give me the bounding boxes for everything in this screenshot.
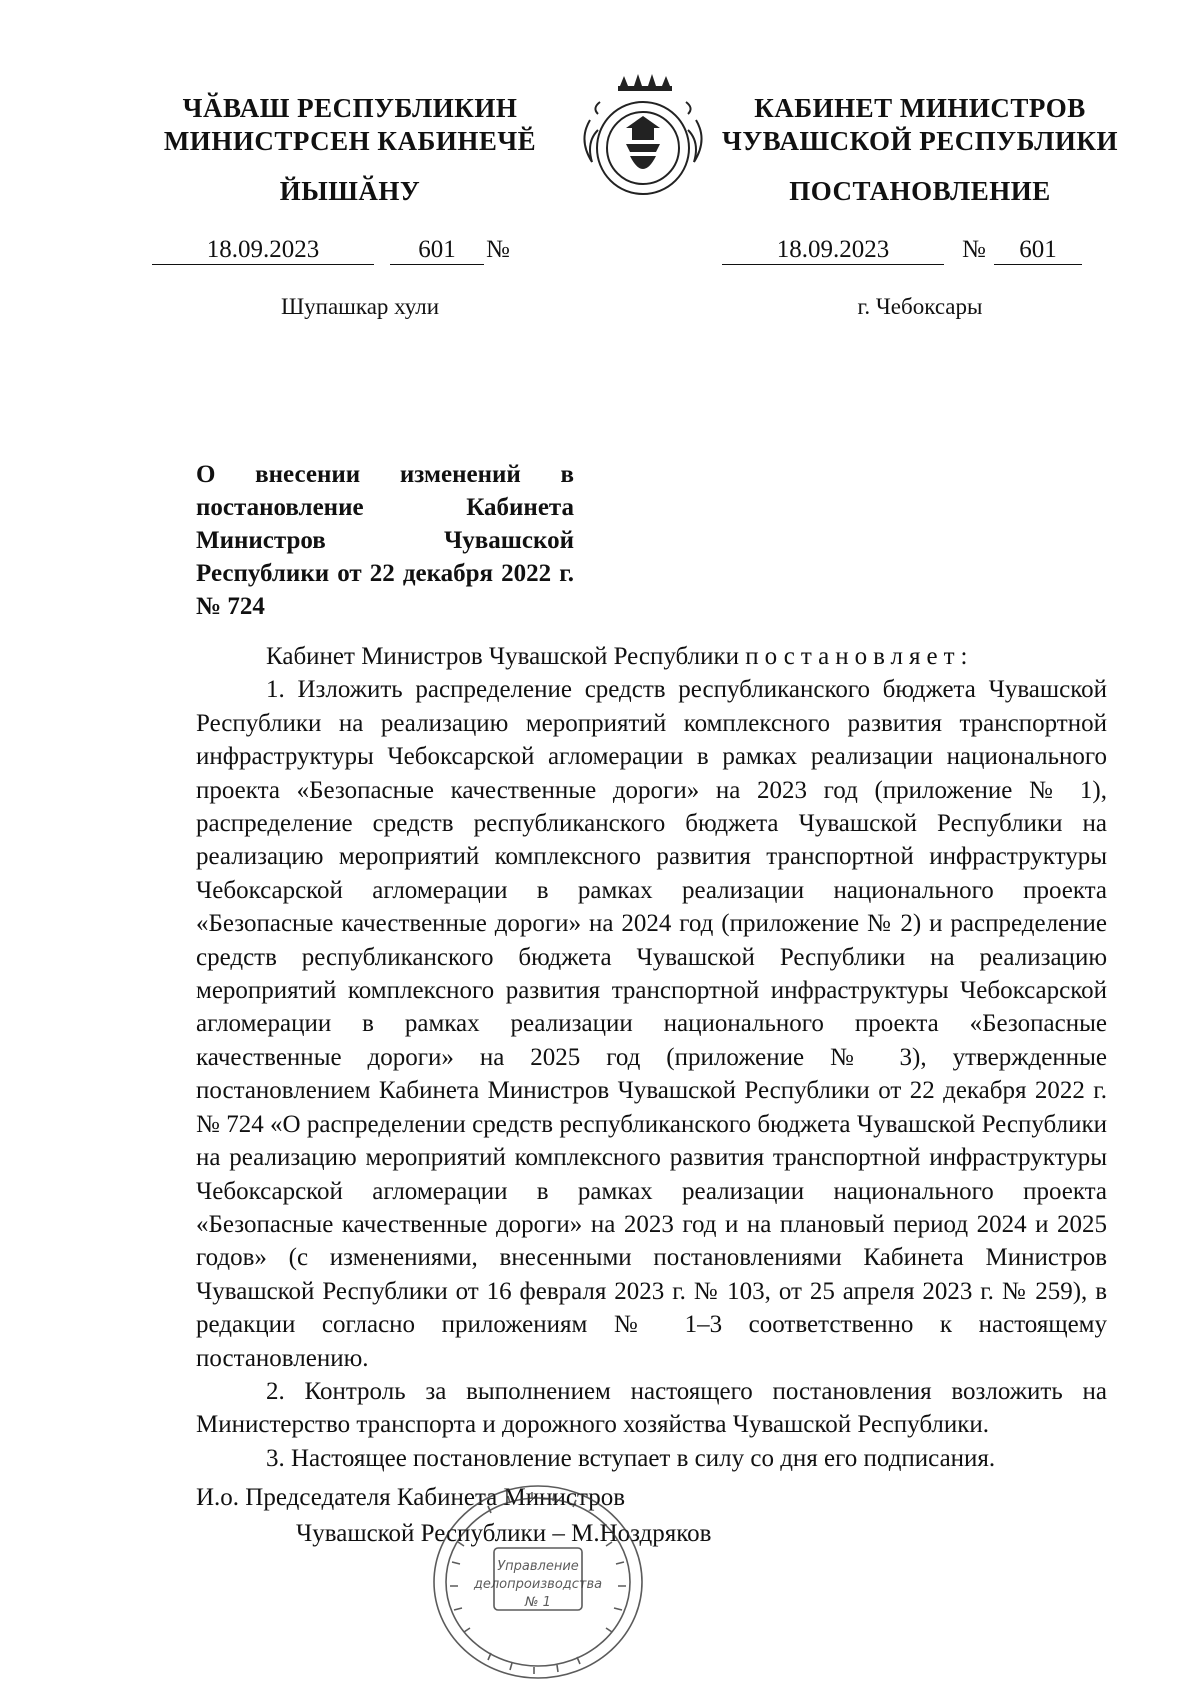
stamp-center-line1: Управление xyxy=(497,1559,579,1574)
reg-left-number: 601 xyxy=(390,236,484,265)
reg-right-no-sign: № xyxy=(962,236,986,263)
header-right-line2: ЧУВАШСКОЙ РЕСПУБЛИКИ xyxy=(722,126,1118,156)
stamp-center-line2: делопроизводства xyxy=(473,1577,603,1592)
paragraph-3: 3. Настоящее постановление вступает в силу со дня его подписания. xyxy=(266,1444,996,1472)
header-right-line1: КАБИНЕТ МИНИСТРОВ xyxy=(754,93,1086,123)
doc-type-russian: ПОСТАНОВЛЕНИЕ xyxy=(789,176,1051,206)
signature-line2: Чувашской Республики – М.Ноздряков xyxy=(296,1520,712,1547)
reg-left-date: 18.09.2023 xyxy=(152,236,374,265)
chuvash-republic-emblem-icon xyxy=(568,70,718,200)
doc-type-chuvash: ЙЫШӐНУ xyxy=(279,176,421,206)
registration-left xyxy=(160,236,560,266)
registration-right xyxy=(722,236,1112,266)
paragraph-2: 2. Контроль за выполнением настоящего постановления возложить на Министерство транспорта и дорожного хозяйства Чувашской Республики. xyxy=(196,1377,1107,1439)
intro-paragraph xyxy=(196,640,1107,673)
round-official-stamp-icon xyxy=(428,1482,648,1682)
document-title: О внесении изменений в постановление Кабинета Министров Чувашской Республики от 22 декабря 2022 г. № 724 xyxy=(196,461,574,620)
reg-left-no-sign: № xyxy=(486,236,510,263)
paragraph-1: 1. Изложить распределение средств республиканского бюджета Чувашской Республики на реализацию мероприятий комплексного развития транспортной инфраструктуры Чебоксарской агломерации в рамках реализации национального проекта «Безопасные качественные дороги» на 2023 год (приложение № 1), распределение средств республиканского бюджета Чувашской Республики на реализацию мероприятий комплексного развития транспортной инфраструктуры Чебоксарской агломерации в рамках реализации национального проекта «Безопасные качественные дороги» на 2024 год (приложение № 2) и распределение средств республиканского бюджета Чувашской Республики на реализацию мероприятий комплексного развития транспортной инфраструктуры Чебоксарской агломерации в рамках реализации национального проекта «Безопасные качественные дороги» на 2025 год (приложение № 3), утвержденные постановлением Кабинета Министров Чувашской Республики от 22 декабря 2022 г. № 724 «О распределении средств республиканского бюджета Чувашской Республики на реализацию мероприятий комплексного развития транспортной инфраструктуры Чебоксарской агломерации в рамках реализации национального проекта «Безопасные качественные дороги» на 2023 год и на плановый период 2024 и 2025 годов» (с изменениями, внесенными постановлениями Кабинета Министров Чувашской Республики от 16 февраля 2023 г. № 103, от 25 апреля 2023 г. № 259), в редакции согласно приложениям № 1–3 соответственно к настоящему постановлению. xyxy=(196,676,1107,1372)
header-chuvash-block xyxy=(150,92,550,158)
header-left-line1: ЧӐВАШ РЕСПУБЛИКИН xyxy=(182,93,518,123)
reg-right-number: 601 xyxy=(994,236,1082,265)
reg-right-date: 18.09.2023 xyxy=(722,236,944,265)
intro-spaced-word: постановляет: xyxy=(745,643,974,670)
stamp-center-line3: № 1 xyxy=(525,1595,551,1610)
intro-prefix: Кабинет Министров Чувашской Республики xyxy=(266,643,746,670)
place-russian: г. Чебоксары xyxy=(857,294,983,319)
header-left-line2: МИНИСТРСЕН КАБИНЕЧӖ xyxy=(163,126,537,156)
header-russian-block xyxy=(720,92,1120,158)
document-body xyxy=(196,640,1107,1475)
place-chuvash: Шупашкар хули xyxy=(280,294,440,319)
signature-line1: И.о. Председателя Кабинета Министров xyxy=(196,1484,626,1511)
